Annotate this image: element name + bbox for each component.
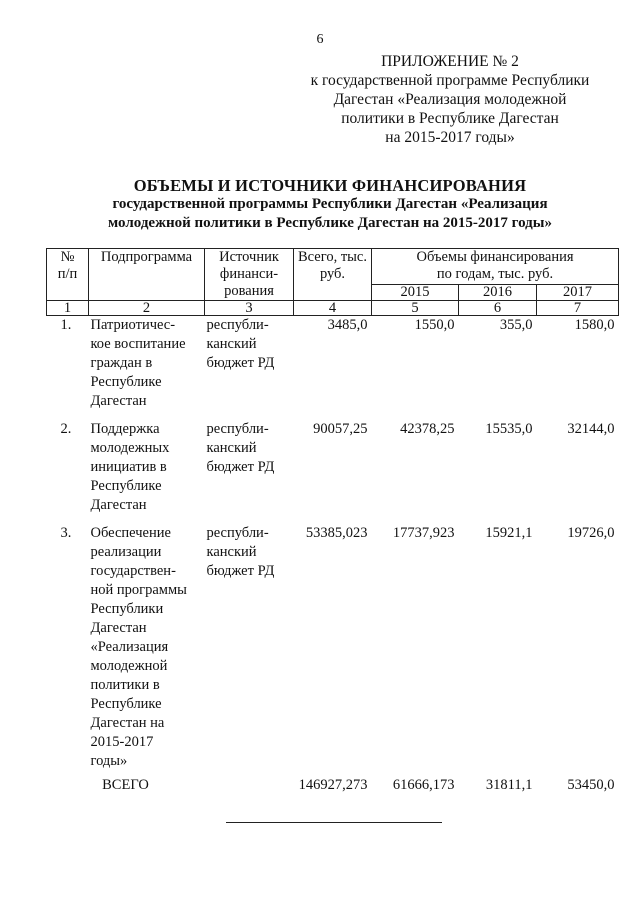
appendix-line: политики в Республике Дагестан xyxy=(341,110,559,127)
appendix-block xyxy=(300,52,600,147)
header-year-2015: 2015 xyxy=(372,284,459,300)
appendix-line: на 2015-2017 годы» xyxy=(385,129,515,146)
column-number: 3 xyxy=(205,301,294,316)
header-subprogram: Подпрограмма xyxy=(89,249,205,301)
column-number: 6 xyxy=(459,301,537,316)
table-row xyxy=(47,420,619,524)
value-2016: 15921,1 xyxy=(485,524,533,541)
value-2015: 1550,0 xyxy=(414,317,455,333)
total-value: 90057,25 xyxy=(313,420,368,437)
appendix-line: ПРИЛОЖЕНИЕ № 2 xyxy=(381,53,519,70)
column-numbers-row xyxy=(47,301,619,316)
row-number: 1. xyxy=(60,317,72,333)
funding-source: республи- канский бюджет РД xyxy=(206,524,275,579)
value-2016: 15535,0 xyxy=(485,420,533,437)
value-2015: 42378,25 xyxy=(400,420,455,437)
header-total: Всего, тыс. руб. xyxy=(294,249,372,301)
table-row xyxy=(47,524,619,776)
value-2017: 1580,0 xyxy=(574,317,615,333)
header-volumes: Объемы финансирования по годам, тыс. руб. xyxy=(372,249,619,285)
funding-source: республи- канский бюджет РД xyxy=(206,317,275,371)
title-line-2: государственной программы Республики Дагестан «Реализация xyxy=(112,196,548,212)
total-value: 53385,023 xyxy=(305,524,368,541)
total-value: 3485,0 xyxy=(327,317,368,333)
grand-total-2016: 31811,1 xyxy=(485,776,533,793)
subprogram-name: Патриотичес- кое воспитание граждан в Республике Дагестан xyxy=(90,317,186,409)
document-title xyxy=(40,176,620,233)
value-2016: 355,0 xyxy=(499,317,533,333)
appendix-line: к государственной программе Республики xyxy=(310,72,590,89)
header-source: Источник финанси- рования xyxy=(205,249,294,301)
title-line-3: молодежной политики в Республике Дагестан на 2015-2017 годы» xyxy=(108,215,552,231)
grand-total-value: 146927,273 xyxy=(298,776,368,793)
value-2015: 17737,923 xyxy=(392,524,455,541)
column-number: 5 xyxy=(372,301,459,316)
total-label: ВСЕГО xyxy=(102,776,149,793)
subprogram-name: Обеспечение реализации государствен- ной программы Республики Дагестан «Реализация молодежной политики в Республике Дагестан на 2015-2017 годы» xyxy=(90,524,187,769)
column-number: 4 xyxy=(294,301,372,316)
total-row xyxy=(47,776,619,795)
header-year-2016: 2016 xyxy=(459,284,537,300)
subprogram-name: Поддержка молодежных инициатив в Республике Дагестан xyxy=(90,420,170,513)
grand-total-2015: 61666,173 xyxy=(392,776,455,793)
value-2017: 32144,0 xyxy=(567,420,615,437)
row-number: 2. xyxy=(60,420,72,437)
row-number: 3. xyxy=(60,524,72,541)
grand-total-2017: 53450,0 xyxy=(567,776,615,793)
table-row xyxy=(47,316,619,420)
value-2017: 19726,0 xyxy=(567,524,615,541)
title-line-1: ОБЪЕМЫ И ИСТОЧНИКИ ФИНАНСИРОВАНИЯ xyxy=(133,176,527,195)
appendix-line: Дагестан «Реализация молодежной xyxy=(333,91,567,108)
column-number: 2 xyxy=(89,301,205,316)
funding-source: республи- канский бюджет РД xyxy=(206,420,275,475)
page-number: 6 xyxy=(316,32,324,47)
header-num: № п/п xyxy=(47,249,89,301)
column-number: 1 xyxy=(47,301,89,316)
header-year-2017: 2017 xyxy=(537,284,619,300)
closing-rule xyxy=(226,822,442,823)
total-source-empty xyxy=(205,776,294,795)
financing-table xyxy=(46,248,619,795)
column-number: 7 xyxy=(537,301,619,316)
